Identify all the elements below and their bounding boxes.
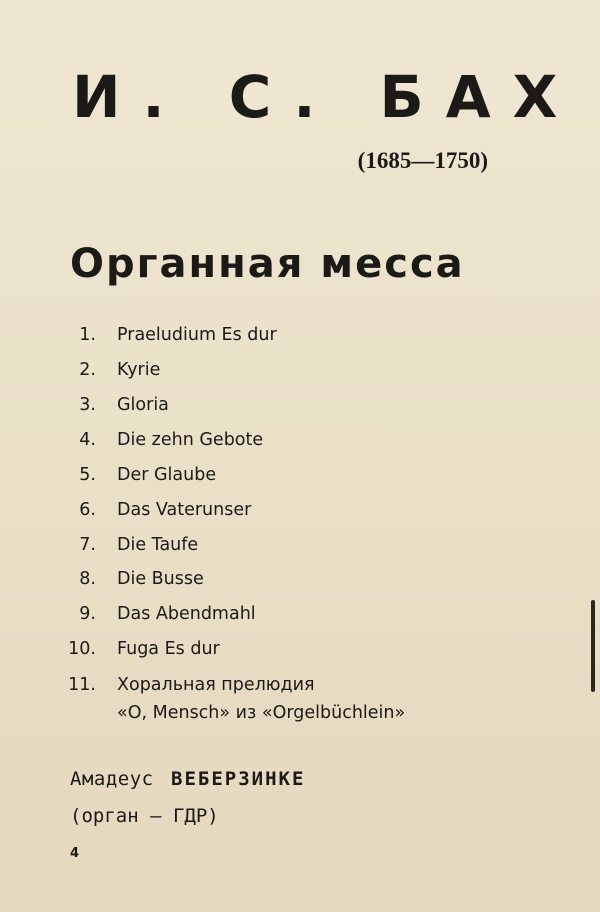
item-number: 10. xyxy=(68,639,96,659)
performer-role: (орган — ГДР) xyxy=(70,805,219,827)
performer-name xyxy=(70,768,305,790)
item-title: Gloria xyxy=(117,395,169,415)
item-number: 4. xyxy=(79,430,96,450)
item-title: Fuga Es dur xyxy=(117,639,220,659)
item-number: 9. xyxy=(79,604,96,624)
item-title: Kyrie xyxy=(117,360,161,380)
item-title: Хоральная прелюдия xyxy=(117,675,315,695)
item-title: Die zehn Gebote xyxy=(117,430,264,450)
item-number: 5. xyxy=(79,465,96,485)
page-edge-mark xyxy=(591,600,595,692)
item-title-continuation: «О, Mensch» из «Orgelbüchlein» xyxy=(117,703,406,723)
composer-name: И. С. БАХ xyxy=(72,63,580,131)
item-number: 8. xyxy=(79,569,96,589)
item-number: 1. xyxy=(79,325,96,345)
item-number: 2. xyxy=(79,360,96,380)
item-title: Der Glaube xyxy=(117,465,217,485)
item-number: 3. xyxy=(79,395,96,415)
item-title: Das Abendmahl xyxy=(117,604,256,624)
composer-years: (1685—1750) xyxy=(357,148,488,173)
item-number: 7. xyxy=(79,535,96,555)
item-title: Die Busse xyxy=(117,569,204,589)
item-title: Das Vaterunser xyxy=(117,500,252,520)
performer-first-name: Амадеус xyxy=(70,768,154,790)
item-number: 6. xyxy=(79,500,96,520)
page-number: 4 xyxy=(70,846,80,861)
work-title: Органная месса xyxy=(70,241,465,287)
item-number: 11. xyxy=(68,675,96,695)
item-title: Die Taufe xyxy=(117,535,199,555)
item-title: Praeludium Es dur xyxy=(117,325,277,345)
performer-last-name: ВЕБЕРЗИНКЕ xyxy=(171,768,306,790)
